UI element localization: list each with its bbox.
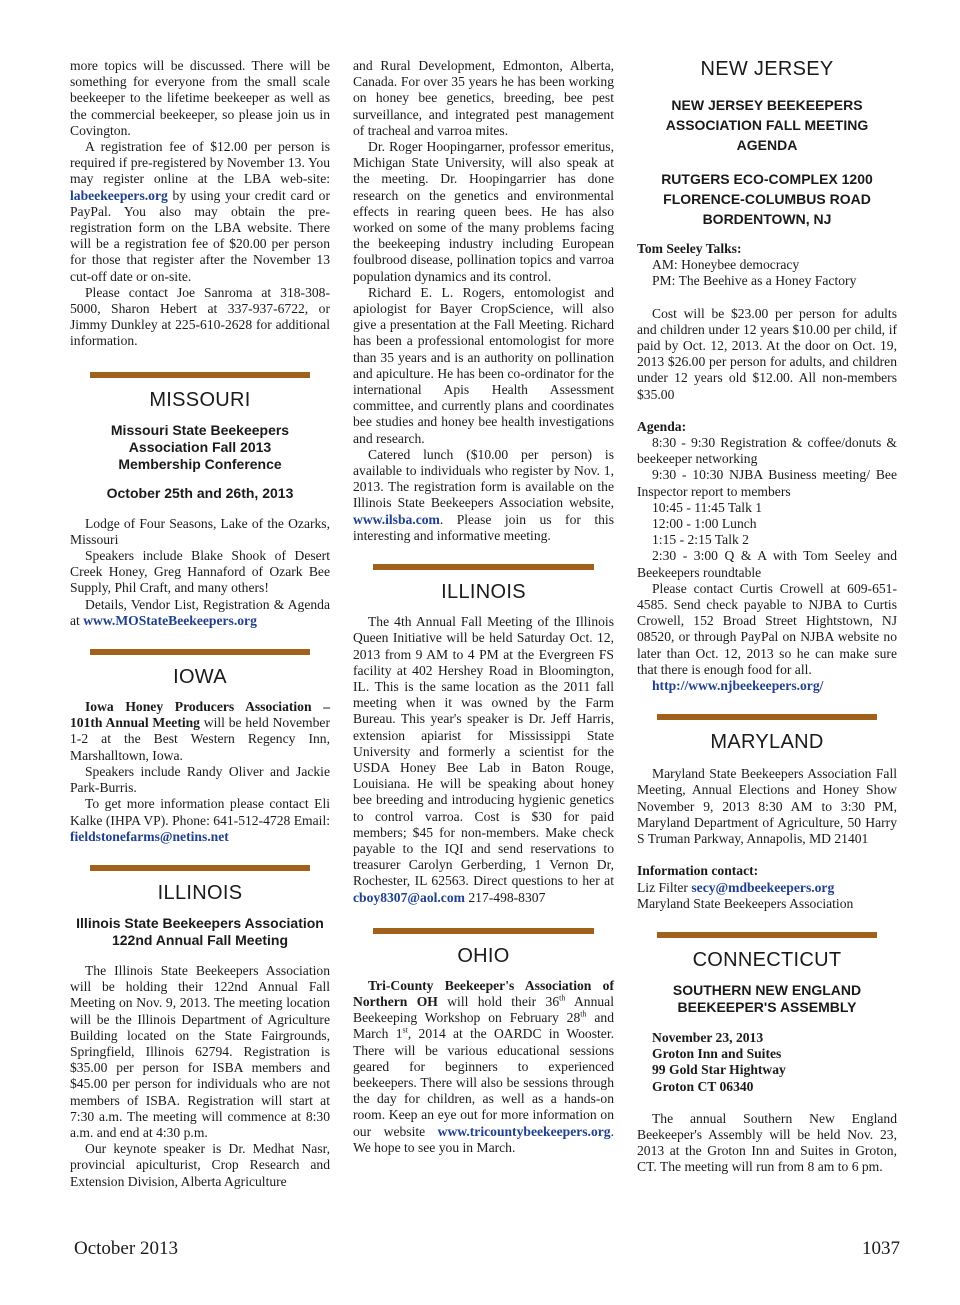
superscript: th: [580, 1009, 587, 1019]
text: To get more information please contact Eli Kalke (IHPA VP). Phone: 641-512-4728 Email:: [70, 796, 330, 828]
text: will be held November 1-2 at the Best Western Regency Inn, Marshalltown, Iowa.: [70, 715, 330, 763]
superscript: th: [559, 993, 566, 1003]
section-title-connecticut: CONNECTICUT: [692, 948, 842, 971]
maryland-info-label: Information contact:: [637, 863, 759, 879]
ohio-website-link[interactable]: www.tricountybeekeepers.org: [437, 1123, 611, 1139]
nj-talk-am: AM: Honeybee democracy: [652, 257, 800, 273]
speaker-continued: and Rural Development, Edmonton, Alberta, Canada. For over 35 years he has been working on honey bee genetics, breeding, bee pest surveillance, and integrated pest management of tracheal and varroa mites.: [353, 58, 614, 138]
iqi-email-link[interactable]: cboy8307@aol.com: [353, 889, 465, 905]
nj-cost: Cost will be $23.00 per person for adults and children under 12 years $10.00 per child, if paid by Oct. 12, 2013. At the door on Oct. 19, 2013 $26.00 per person for adults, and children under 12 years old $12.00. All non-members $35.00: [637, 305, 897, 402]
missouri-details: [70, 597, 330, 629]
agenda-item: 9:30 - 10:30 NJBA Business meeting/ Bee Inspector report to members: [637, 467, 897, 499]
agenda-item: 8:30 - 9:30 Registration & coffee/donuts & beekeeper networking: [637, 435, 897, 467]
section-title-ohio: OHIO: [457, 944, 510, 967]
speaker-rogers: Richard E. L. Rogers, entomologist and apiologist for Bayer CropScience, will also give a presentation at the Fall Meeting. Richard has been a professional entomologist for more than 35 years and is an authority on pollination and apiculture. He has been co-ordinator for the international Apis Health Assessment committee, and currently plans and coordinates bee studies and honey bee health investigations and research.: [353, 284, 614, 446]
iowa-email-link[interactable]: fieldstonefarms@netins.net: [70, 828, 229, 844]
maryland-email-link[interactable]: secy@mdbeekeepers.org: [691, 879, 835, 895]
ohio-workshop: [353, 978, 614, 1156]
missouri-speakers: Speakers include Blake Shook of Desert Creek Honey, Greg Hannaford of Ozark Bee Supply, Phil Craft, and many others!: [70, 548, 330, 596]
maryland-info-contact: [637, 880, 897, 896]
nj-subtitle: NEW JERSEY BEEKEEPERS ASSOCIATION FALL MEETING AGENDA: [665, 97, 869, 153]
agenda-item: 12:00 - 1:00 Lunch: [652, 516, 757, 532]
registration-paragraph: [70, 139, 330, 285]
ct-city: Groton CT 06340: [652, 1078, 754, 1094]
ilsba-link[interactable]: www.ilsba.com: [353, 511, 440, 527]
text: . We hope to see you in March.: [353, 1123, 614, 1155]
footer-date: October 2013: [74, 1238, 178, 1259]
text: . Please join us for this interesting and informative meeting.: [353, 511, 614, 543]
maryland-meeting: Maryland State Beekeepers Association Fall Meeting, Annual Elections and Honey Show November 9, 2013 8:30 AM to 3:30 PM, Maryland Department of Agriculture, 50 Harry S Truman Parkway, Annapolis, MD 21401: [637, 766, 897, 847]
contact-paragraph: Please contact Joe Sanroma at 318-308-5000, Sharon Hebert at 337-937-6722, or Jimmy Dunkley at 225-610-2628 for additional information.: [70, 284, 330, 349]
text: by using your credit card or PayPal. You also may obtain the pre-registration form on the LBA website. There will be a registration fee of $20.00 per person for those that register after the November 13 cut-off date or on-site.: [70, 187, 330, 284]
text: Catered lunch ($10.00 per person) is available to individuals who register by Nov. 1, 2013. The registration form is available on the Illinois State Beekeepers Association website,: [353, 446, 614, 511]
section-title-missouri: MISSOURI: [149, 388, 251, 411]
agenda-item: 2:30 - 3:00 Q & A with Tom Seeley and Beekeepers roundtable: [637, 548, 897, 580]
section-title-maryland: MARYLAND: [710, 731, 824, 754]
nj-talks-label: Tom Seeley Talks:: [637, 241, 742, 256]
ct-description: The annual Southern New England Beekeeper's Assembly will be held Nov. 23, 2013 at the Groton Inn and Suites in Groton, CT. The meeting will run from 8 am to 6 pm.: [637, 1110, 897, 1175]
illinois-subtitle: Illinois State Beekeepers Association 122nd Annual Fall Meeting: [76, 914, 324, 948]
text: Annual Beekeeping Workshop on February 28: [353, 993, 614, 1026]
illinois-speaker: Our keynote speaker is Dr. Medhat Nasr, provincial apiculturist, Crop Research and Extension Division, Alberta Agriculture: [70, 1141, 330, 1189]
section-title-iowa: IOWA: [173, 666, 227, 689]
nj-website-link[interactable]: http://www.njbeekeepers.org/: [652, 678, 824, 694]
maryland-info-org: Maryland State Beekeepers Association: [637, 895, 854, 911]
text: Details, Vendor List, Registration & Agenda at: [70, 596, 330, 628]
iowa-meeting: [70, 699, 330, 764]
agenda-item: 10:45 - 11:45 Talk 1: [652, 499, 763, 515]
ct-venue: Groton Inn and Suites: [652, 1046, 782, 1062]
column-middle: [353, 58, 614, 1156]
iowa-contact: [70, 796, 330, 845]
text: , 2014 at the OARDC in Wooster. There will be various educational sessions geared for beginners to experienced beekeepers. There will also be sessions through the day for children, as well as a hands-on room. Keep an eye out for more information on our website: [353, 1026, 614, 1139]
lba-link[interactable]: labeekeepers.org: [70, 187, 168, 203]
text: Iowa Honey Producers Association – 101th Annual Meeting: [70, 699, 330, 731]
text: Tri-County Beekeeper's Association of Northern OH: [353, 977, 614, 1009]
nj-link-line: [637, 678, 897, 694]
agenda-item: 1:15 - 2:15 Talk 2: [652, 532, 749, 548]
text: will hold their 36: [437, 993, 560, 1009]
superscript: st: [402, 1025, 408, 1035]
text: A registration fee of $12.00 per person is required if pre-registered by November 13. You may register online at the LBA web-site:: [70, 139, 330, 187]
column-right: [637, 58, 897, 1176]
nj-location: RUTGERS ECO-COMPLEX 1200 FLORENCE-COLUMBUS ROAD BORDENTOWN, NJ: [661, 171, 873, 227]
missouri-dates: October 25th and 26th, 2013: [106, 484, 294, 501]
iowa-speakers: Speakers include Randy Oliver and Jackie Park-Burris.: [70, 763, 330, 796]
column-left: [70, 58, 330, 1190]
ct-date: November 23, 2013: [652, 1029, 764, 1045]
text: 217-498-8307: [464, 889, 546, 905]
text: The 4th Annual Fall Meeting of the Illinois Queen Initiative will be held Saturday Oct. 12, 2013 from 9 AM to 4 PM at the Evergreen FS facility at 402 Hershey Road in Bloomington, IL. This is the same location as the 2011 fall meeting when it was owned by the Farm Bureau. This year's speaker is Dr. Jeff Harris, extension apiarist for Mississippi State University and formerly a scientist for the USDA Honey Bee Lab in Baton Rouge, Louisiana. He will be speaking about honey bee breeding and introducing hygienic genetics to control varroa. Cost is $30 for paid members; $45 for non-members. Make check payable to the IQI and send reservations to treasurer Carolyn Gerberding, 1 Vernon Dr, Rochester, IL 62563. Direct questions to her at: [353, 614, 614, 889]
ct-street: 99 Gold Star Hightway: [652, 1062, 786, 1078]
lunch-paragraph: [353, 447, 614, 544]
missouri-subtitle: Missouri State Beekeepers Association Fall 2013 Membership Conference: [110, 421, 290, 472]
nj-contact: Please contact Curtis Crowell at 609-651-4585. Send check payable to NJBA to Curtis Crowell, 152 Broad Street Hightstown, NJ 08520, or through PayPal on NJBA website no later than Oct. 12, 2013 so he can make sure that there is enough food for all.: [637, 580, 897, 677]
text: and March 1: [353, 1010, 614, 1042]
connecticut-subtitle: SOUTHERN NEW ENGLAND BEEKEEPER'S ASSEMBLY: [672, 981, 862, 1015]
missouri-location: Lodge of Four Seasons, Lake of the Ozarks, Missouri: [70, 515, 330, 547]
section-title-illinois-iqi: ILLINOIS: [441, 581, 526, 604]
nj-talk-pm: PM: The Beehive as a Honey Factory: [652, 273, 857, 289]
speaker-hoopingarner: Dr. Roger Hoopingarner, professor emeritus, Michigan State University, will also speak at the meeting. Dr. Hoopingarrier has done research on the genetics and environmental effects in rearing queen bees. He has also worked on some of the many problems facing the beekeeping industry including European foulbrood disease, pollination topics and varroa population dynamics and its control.: [353, 139, 614, 284]
iqi-meeting: [353, 614, 614, 906]
page-number: 1037: [862, 1238, 900, 1259]
intro-paragraph: more topics will be discussed. There will be something for everyone from the small scale beekeeper to the lifetime beekeeper as well as the commercial beekeeper, so please join us in Covington.: [70, 58, 330, 138]
missouri-link[interactable]: www.MOStateBeekeepers.org: [83, 612, 257, 628]
text: Liz Filter: [637, 879, 692, 895]
section-title-illinois: ILLINOIS: [157, 881, 243, 904]
section-title-new-jersey: NEW JERSEY: [700, 58, 834, 80]
illinois-meeting: The Illinois State Beekeepers Association will be holding their 122nd Annual Fall Meeting on Nov. 9, 2013. The meeting location will be the Illinois Department of Agriculture Building located on the State Fairgrounds, Springfield, Illinois 62794. Registration is $35.00 per person for ISBA members and $45.00 per person for individuals who are not members of ISBA. Registration will start at 7:30 a.m. The meeting will commence at 8:30 a.m. and end at 4:30 p.m.: [70, 962, 330, 1140]
nj-agenda-label: Agenda:: [637, 418, 687, 434]
